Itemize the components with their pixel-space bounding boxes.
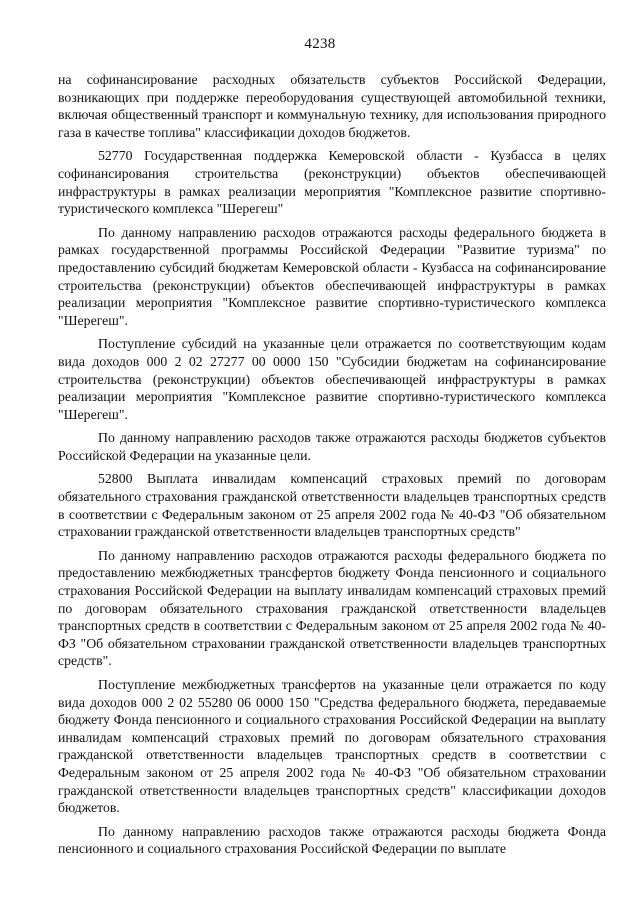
document-body <box>58 71 606 858</box>
paragraph: на софинансирование расходных обязательств субъектов Российской Федерации, возникающих при поддержке переоборудования существующей автомобильной техники, включая общественный транспорт и коммунальную технику, для использования природного газа в качестве топлива" классификации доходов бюджетов. <box>58 72 606 140</box>
paragraph: По данному направлению расходов отражаются расходы федерального бюджета в рамках государственной программы Российской Федерации "Развитие туризма" по предоставлению субсидий бюджетам Кемеровской области - Кузбасса на софинансирование строительства (реконструкции) объектов обеспечивающей инфраструктуры в рамках реализации мероприятия "Комплексное развитие спортивно-туристического комплекса "Шерегеш". <box>58 224 606 328</box>
paragraph: По данному направлению расходов также отражаются расходы бюджета Фонда пенсионного и социального страхования Российской Федерации по выплате <box>58 823 606 857</box>
paragraph: Поступление межбюджетных трансфертов на указанные цели отражается по коду вида доходов 000 2 02 55280 06 0000 150 "Средства федерального бюджета, передаваемые бюджету Фонда пенсионного и социального страхования Российской Федерации на выплату инвалидам компенсаций страховых премий по договорам обязательного страхования гражданской ответственности владельцев транспортных средств в соответствии с Федеральным законом от 25 апреля 2002 года № 40-ФЗ "Об обязательном страховании гражданской ответственности владельцев транспортных средств" классификации доходов бюджетов. <box>58 677 606 816</box>
page-number: 4238 <box>304 36 336 52</box>
paragraph: Поступление субсидий на указанные цели отражается по соответствующим кодам вида доходов 000 2 02 27277 00 0000 150 "Субсидии бюджетам на софинансирование строительства (реконструкции) объектов обеспечивающей инфраструктуры в рамках реализации мероприятия "Комплексное развитие спортивно-туристического комплекса "Шерегеш". <box>58 336 606 422</box>
paragraph: 52800 Выплата инвалидам компенсаций страховых премий по договорам обязательного страхования гражданской ответственности владельцев транспортных средств в соответствии с Федеральным законом от 25 апреля 2002 года № 40-ФЗ "Об обязательном страховании гражданской ответственности владельцев транспортных средств" <box>58 471 606 540</box>
paragraph: 52770 Государственная поддержка Кемеровской области - Кузбасса в целях софинансирования строительства (реконструкции) объектов обеспечивающей инфраструктуры в рамках реализации мероприятия "Комплексное развитие спортивно-туристического комплекса "Шерегеш" <box>58 148 606 217</box>
paragraph: По данному направлению расходов также отражаются расходы бюджетов субъектов Российской Федерации на указанные цели. <box>58 430 606 463</box>
paragraph: По данному направлению расходов отражаются расходы федерального бюджета по предоставлению межбюджетных трансфертов бюджету Фонда пенсионного и социального страхования Российской Федерации на выплату инвалидам компенсаций страховых премий по договорам обязательного страхования гражданской ответственности владельцев транспортных средств в соответствии с Федеральным законом от 25 апреля 2002 года № 40-ФЗ "Об обязательном страховании гражданской ответственности владельцев транспортных средств". <box>58 547 606 669</box>
